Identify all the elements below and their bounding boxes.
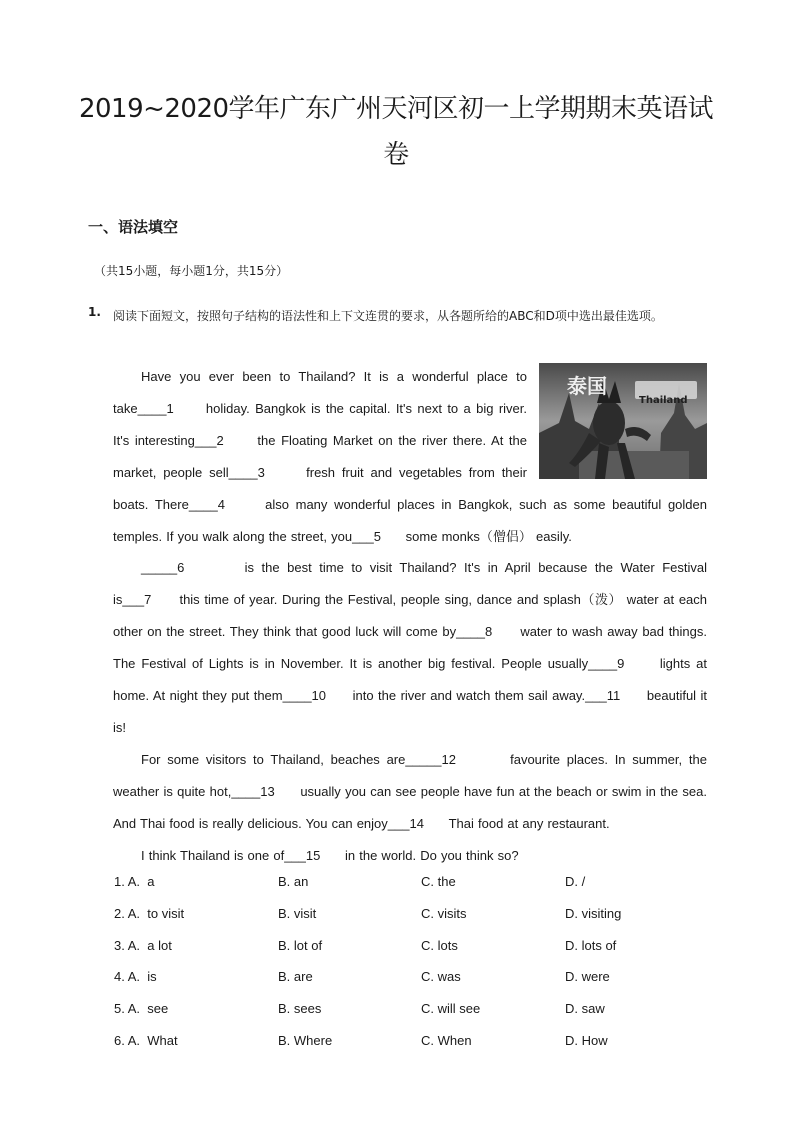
passage-paragraph-2: _____6 is the best time to visit Thailand? It's in April because the Water Festival is___7 this time of year. During the Festival, people sing, dance and splash（泼） water at each other on the street. They think that good luck will come by____8 water to wash away bad things. The Festival of Lights is in November. It is another big festival. People usually____9 lights at home. At night they put them____10 into the river and watch them sail away.___11 beautiful it is!: [113, 560, 708, 735]
option-row: [114, 868, 714, 900]
option-c[interactable]: C. lots: [421, 937, 458, 953]
option-a[interactable]: 5. A. see: [114, 1001, 169, 1017]
option-row: [114, 1027, 714, 1059]
section-note: （共15小题，每小题1分，共15分）: [94, 264, 289, 278]
reading-passage: [113, 361, 707, 872]
option-row: [114, 932, 714, 964]
blank-3: ____3: [228, 464, 265, 480]
option-d[interactable]: D. visiting: [565, 905, 622, 921]
option-c[interactable]: C. was: [421, 969, 461, 985]
blank-7: ___7: [122, 592, 152, 608]
blank-15: ___15: [284, 847, 321, 863]
option-c[interactable]: C. will see: [421, 1001, 481, 1017]
option-c[interactable]: C. When: [421, 1032, 472, 1048]
answer-options: [114, 868, 714, 1059]
blank-10: ____10: [282, 688, 327, 704]
thailand-photo-image: [539, 363, 707, 479]
blank-5: ___5: [352, 528, 381, 544]
option-b[interactable]: B. sees: [278, 1001, 322, 1017]
option-b[interactable]: B. lot of: [278, 937, 323, 953]
option-d[interactable]: D. How: [565, 1032, 608, 1048]
blank-9: ____9: [588, 656, 625, 672]
option-d[interactable]: D. saw: [565, 1001, 605, 1017]
option-b[interactable]: B. an: [278, 874, 309, 889]
option-b[interactable]: B. are: [278, 969, 313, 985]
option-a[interactable]: 2. A. to visit: [114, 905, 185, 921]
option-row: [114, 995, 714, 1027]
option-a[interactable]: 1. A. a: [114, 874, 155, 889]
option-a[interactable]: 4. A. is: [114, 969, 157, 985]
option-d[interactable]: D. /: [565, 874, 586, 889]
passage-paragraph-1: Have you ever been to Thailand? It is a wonderful place to take____1 holiday. Bangkok is the capital. It's next to a big river. It's interesting___2 the Floating Market on the river there. At the market, people sell____3 fresh fruit and vegetables from their boats. There____4 also many wonderful places in Bangkok, such as some beautiful golden temples. If you walk along the street, you___5 some monks（僧侣） easily.: [113, 369, 707, 544]
question-number: 1.: [88, 305, 101, 319]
photo-caption-label: Thailand: [639, 395, 688, 406]
thailand-photo: [539, 363, 707, 479]
option-a[interactable]: 6. A. What: [114, 1032, 178, 1048]
option-b[interactable]: B. visit: [278, 905, 317, 921]
option-d[interactable]: D. were: [565, 969, 610, 985]
blank-13: ____13: [231, 783, 275, 799]
photo-logo-text: 泰国: [567, 374, 607, 398]
blank-11: ___11: [585, 688, 621, 704]
blank-8: ____8: [456, 624, 493, 640]
blank-1: ____1: [137, 400, 174, 416]
option-row: [114, 900, 714, 932]
blank-6: _____6: [141, 560, 185, 576]
option-d[interactable]: D. lots of: [565, 937, 617, 953]
page-title: 2019~2020学年广东广州天河区初一上学期期末英语试卷: [78, 94, 714, 170]
option-b[interactable]: B. Where: [278, 1032, 333, 1048]
passage-paragraph-3: For some visitors to Thailand, beaches are_____12 favourite places. In summer, the weather is quite hot,____13 usually you can see people have fun at the beach or swim in the sea. And Thai food is really delicious. You can enjoy___14 Thai food at any restaurant.: [113, 751, 707, 831]
option-row: [114, 963, 714, 995]
blank-2: ___2: [194, 432, 224, 448]
option-c[interactable]: C. visits: [421, 905, 467, 921]
blank-4: ____4: [188, 496, 225, 512]
blank-12: _____12: [405, 751, 456, 767]
option-c[interactable]: C. the: [421, 874, 456, 889]
section-heading: 一、语法填空: [88, 218, 179, 236]
passage-paragraph-4: I think Thailand is one of___15 in the world. Do you think so?: [141, 847, 519, 863]
question-instruction: 阅读下面短文，按照句子结构的语法性和上下文连贯的要求，从各题所给的ABC和D项中选出最佳选项。: [113, 309, 663, 323]
option-a[interactable]: 3. A. a lot: [114, 937, 172, 953]
blank-14: ___14: [387, 815, 424, 831]
